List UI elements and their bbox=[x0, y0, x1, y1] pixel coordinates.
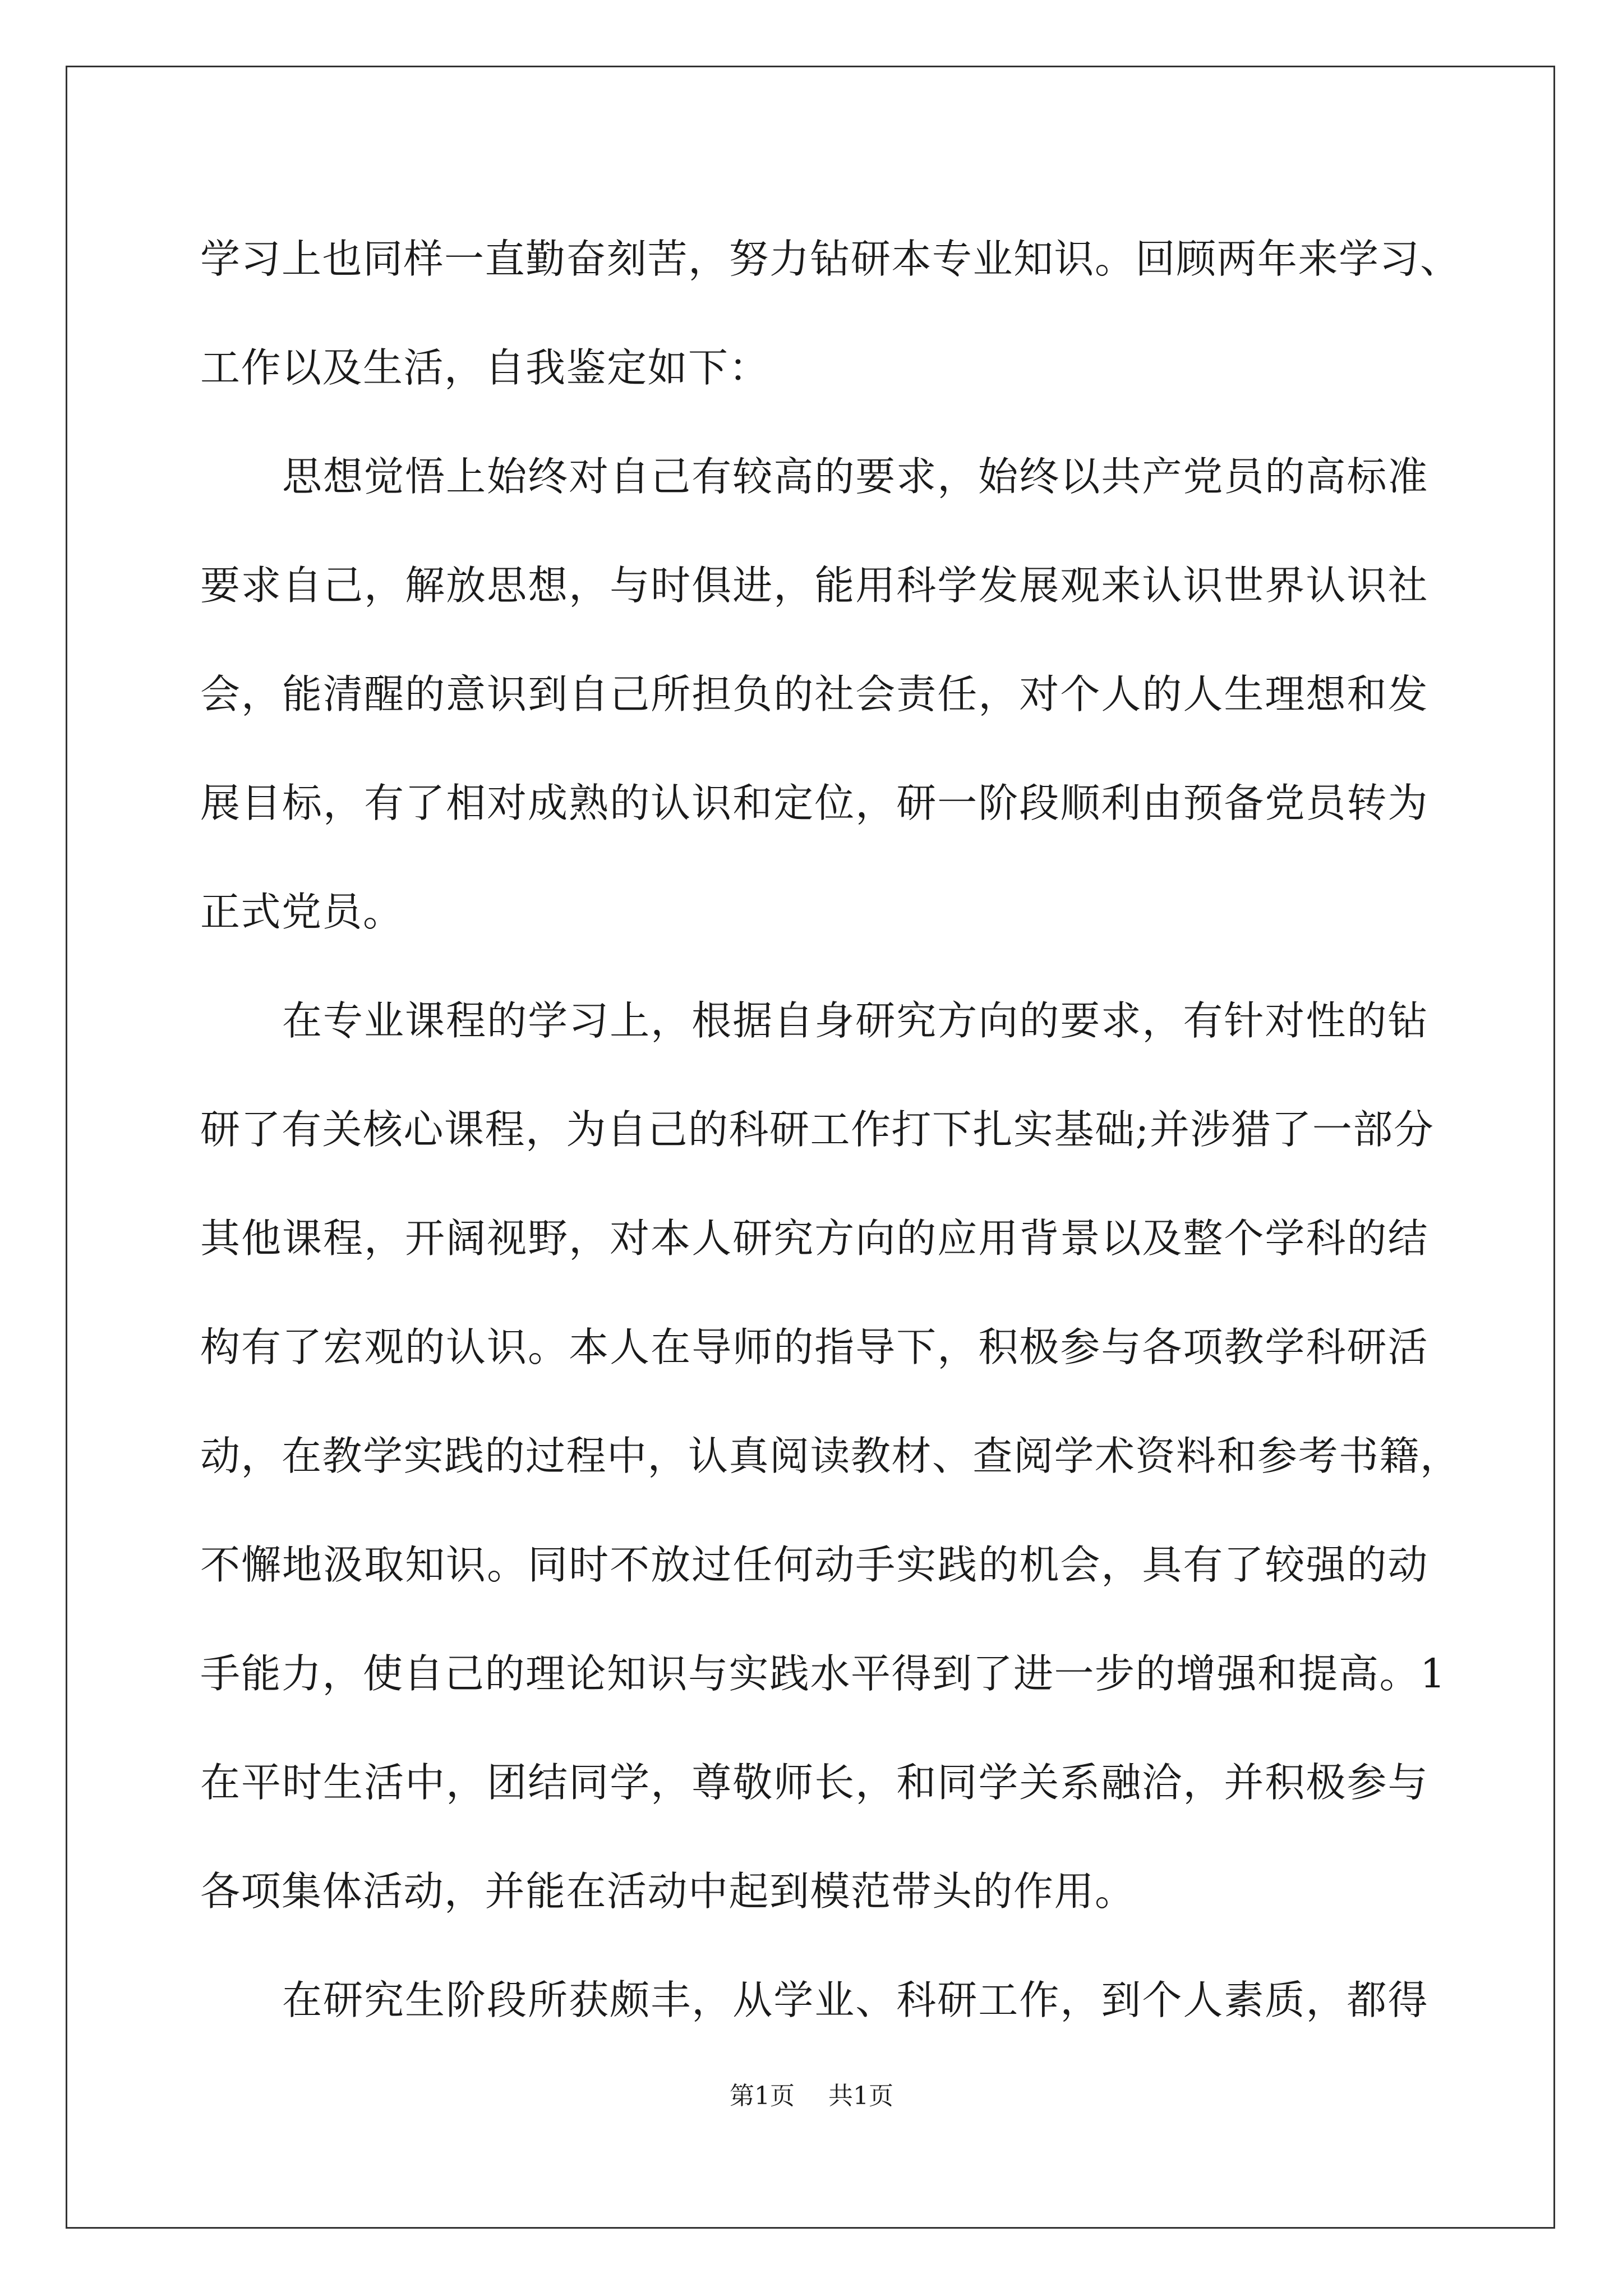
paragraph-first-line: 思想觉悟上始终对自己有较高的要求，始终以共产党员的高标准 bbox=[282, 453, 1428, 500]
document-body bbox=[200, 205, 1461, 2055]
text-line: 动，在教学实践的过程中，认真阅读教材、查阅学术资料和参考书籍， bbox=[200, 1433, 1461, 1479]
paragraph-first-line: 在专业课程的学习上，根据自身研究方向的要求，有针对性的钻 bbox=[282, 997, 1428, 1044]
paragraph-first-line: 在研究生阶段所获颇丰，从学业、科研工作，到个人素质，都得 bbox=[282, 1977, 1428, 2023]
text-line: 展目标，有了相对成熟的认识和定位，研一阶段顺利由预备党员转为 bbox=[200, 780, 1428, 826]
text-line: 其他课程，开阔视野，对本人研究方向的应用背景以及整个学科的结 bbox=[200, 1215, 1428, 1262]
text-line: 手能力，使自己的理论知识与实践水平得到了进一步的增强和提高。1 bbox=[200, 1650, 1446, 1697]
text-line: 不懈地汲取知识。同时不放过任何动手实践的机会，具有了较强的动 bbox=[200, 1542, 1428, 1588]
text-line: 工作以及生活，自我鉴定如下： bbox=[200, 344, 770, 391]
text-line: 要求自己，解放思想，与时俱进，能用科学发展观来认识世界认识社 bbox=[200, 562, 1428, 609]
text-line: 在平时生活中，团结同学，尊敬师长，和同学关系融洽，并积极参与 bbox=[200, 1759, 1428, 1806]
text-line: 学习上也同样一直勤奋刻苦，努力钻研本专业知识。回顾两年来学习、 bbox=[200, 236, 1461, 282]
page-total: 共1页 bbox=[828, 2082, 893, 2110]
text-line: 研了有关核心课程，为自己的科研工作打下扎实基础;并涉猎了一部分 bbox=[200, 1106, 1435, 1153]
page-footer bbox=[0, 2079, 1623, 2113]
text-line: 会，能清醒的意识到自己所担负的社会责任，对个人的人生理想和发 bbox=[200, 671, 1428, 717]
text-line: 构有了宏观的认识。本人在导师的指导下，积极参与各项教学科研活 bbox=[200, 1324, 1428, 1370]
text-line: 正式党员。 bbox=[200, 889, 404, 935]
text-line: 各项集体活动，并能在活动中起到模范带头的作用。 bbox=[200, 1868, 1136, 1915]
page-number: 第1页 bbox=[730, 2082, 795, 2110]
